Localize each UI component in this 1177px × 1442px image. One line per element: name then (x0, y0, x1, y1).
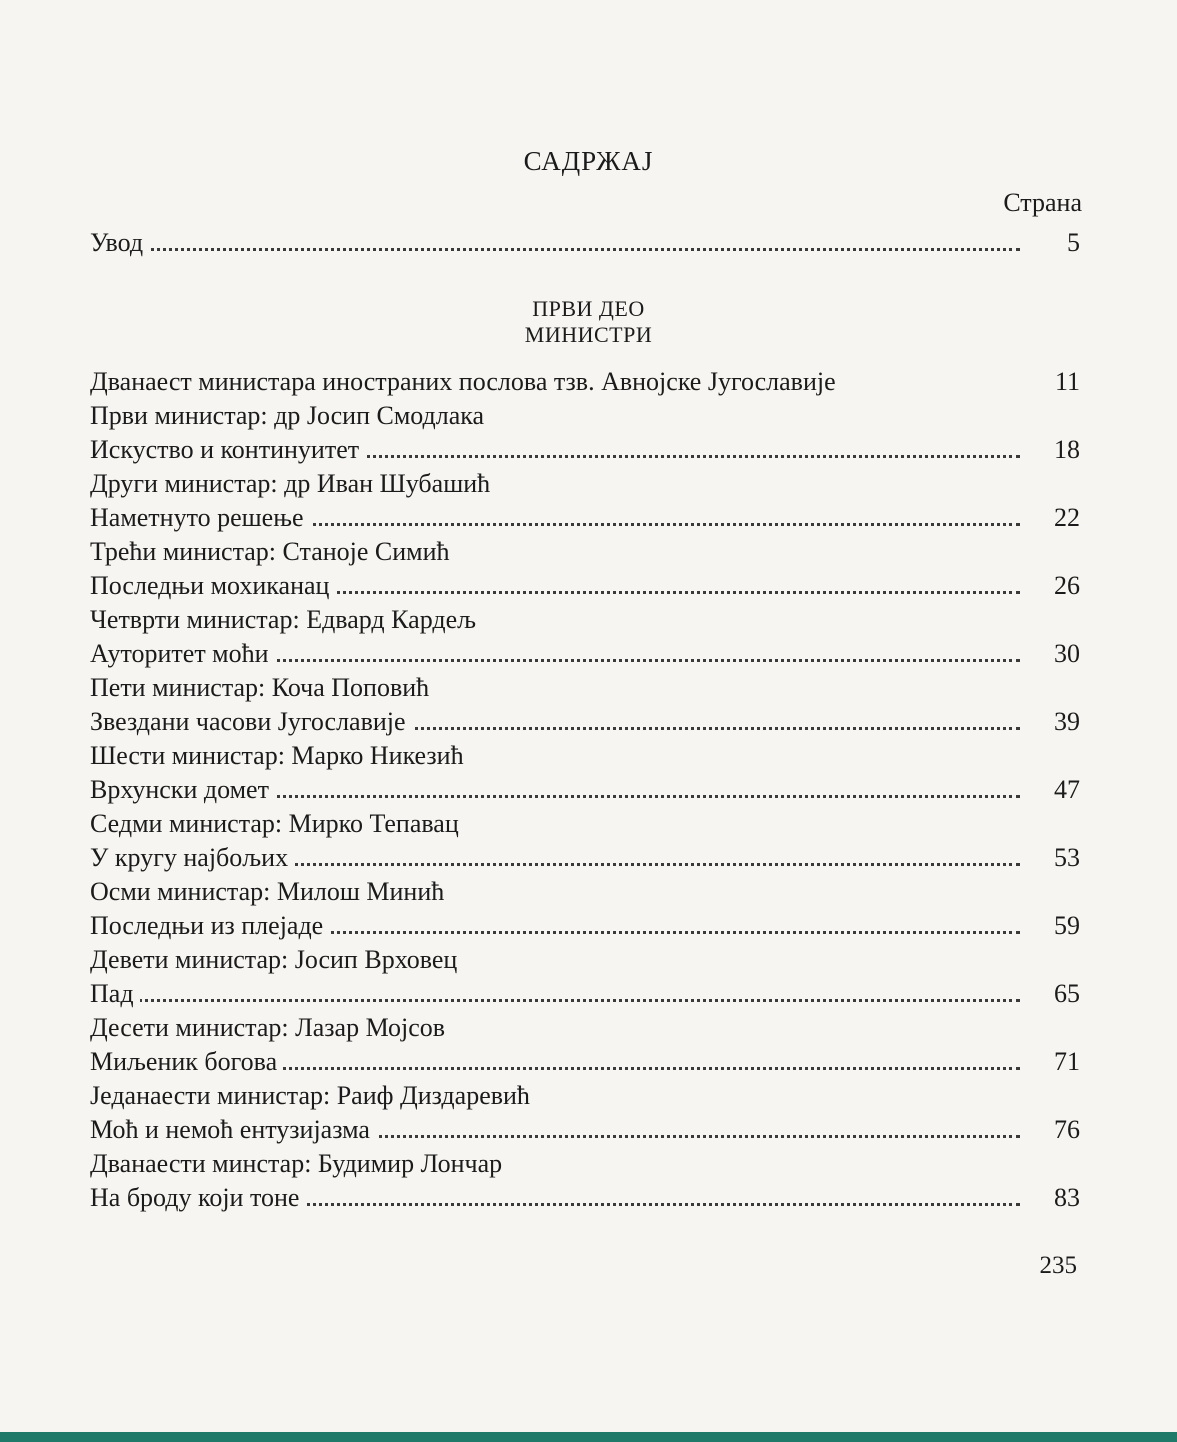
toc-entry-page: 22 (1054, 503, 1080, 532)
toc-entry-text: Једанаести министар: Раиф Диздаревић (90, 1079, 536, 1113)
toc-entry-text: Четврти министар: Едвард Кардељ (90, 603, 482, 637)
toc-entry (90, 501, 1080, 535)
toc-entry (90, 1113, 1080, 1147)
toc-entry-text: Трећи министар: Станоје Симић (90, 535, 456, 569)
toc-entry-text: Моћ и немоћ ентузијазма (90, 1113, 376, 1147)
toc-entry-page: 65 (1054, 979, 1080, 1008)
toc-entry (90, 365, 1080, 399)
toc-entry-page: 53 (1054, 843, 1080, 872)
toc-entry-text: Звездани часови Југославије (90, 705, 412, 739)
toc-entry-page: 26 (1054, 571, 1080, 600)
toc-entry (90, 841, 1080, 875)
toc-entry-page: 30 (1054, 639, 1080, 668)
toc-entry-text: Дванаест министара иностраних послова тзв. Авнојске Југославије (90, 365, 842, 399)
toc-entry (90, 807, 1080, 841)
toc-entry-text: Последњи мохиканац (90, 569, 335, 603)
toc-entry (90, 637, 1080, 671)
toc-entry-text: Миљеник богова (90, 1045, 283, 1079)
toc-entry (90, 705, 1080, 739)
toc-entry (90, 1181, 1080, 1215)
toc-entry-text: Увод (90, 226, 149, 260)
toc-entry-text: На броду који тоне (90, 1181, 305, 1215)
toc-entry (90, 943, 1080, 977)
toc-entry (90, 1079, 1080, 1113)
part-subtitle: МИНИСТРИ (524, 322, 653, 347)
part-label: ПРВИ ДЕО (532, 296, 645, 321)
toc-entry-text: Седми министар: Мирко Тепавац (90, 807, 465, 841)
toc-entry (90, 603, 1080, 637)
dot-leader (90, 999, 1020, 1002)
toc-entry-page: 83 (1054, 1183, 1080, 1212)
toc-entry-text: Пети министар: Коча Поповић (90, 671, 435, 705)
toc-entry-page: 11 (1054, 367, 1080, 396)
dot-leader (90, 248, 1020, 251)
toc-entry-text: Врхунски домет (90, 773, 275, 807)
toc-entry (90, 875, 1080, 909)
toc-entry-intro (90, 226, 1080, 260)
page-column-header: Страна (1003, 188, 1082, 217)
toc-entry-page: 47 (1054, 775, 1080, 804)
toc-entry-text: У кругу најбољих (90, 841, 294, 875)
toc-entry-text: Први министар: др Јосип Смодлака (90, 399, 490, 433)
toc-entry (90, 739, 1080, 773)
toc-entry-page: 39 (1054, 707, 1080, 736)
toc-entry-page: 71 (1054, 1047, 1080, 1076)
toc-entry (90, 433, 1080, 467)
toc-entry (90, 773, 1080, 807)
toc-entry (90, 569, 1080, 603)
toc-entry (90, 671, 1080, 705)
toc-entry-text: Девети министар: Јосип Врховец (90, 943, 463, 977)
toc-entry-text: Наметнуто решење (90, 501, 310, 535)
toc-entry (90, 909, 1080, 943)
toc-entry-text: Десети министар: Лазар Мојсов (90, 1011, 451, 1045)
toc-entry-page: 5 (1067, 228, 1080, 257)
toc-entry-page: 59 (1054, 911, 1080, 940)
toc-entry (90, 1011, 1080, 1045)
toc-entry-text: Осми министар: Милош Минић (90, 875, 450, 909)
toc-title: САДРЖАЈ (523, 146, 654, 176)
toc-entry-text: Искуство и континуитет (90, 433, 365, 467)
toc-entry (90, 1045, 1080, 1079)
toc-entry-text: Други министар: др Иван Шубашић (90, 467, 496, 501)
toc-entry-text: Шести министар: Марко Никезић (90, 739, 470, 773)
toc-entry (90, 1147, 1080, 1181)
toc-entry (90, 467, 1080, 501)
toc-entry (90, 535, 1080, 569)
toc-entry-text: Последњи из плејаде (90, 909, 329, 943)
toc-entry-text: Дванаести минстар: Будимир Лончар (90, 1147, 508, 1181)
bottom-color-band (0, 1432, 1177, 1442)
toc-entry-text: Пад (90, 977, 140, 1011)
toc-entry-page: 18 (1054, 435, 1080, 464)
toc-entry-text: Ауторитет моћи (90, 637, 275, 671)
page-number: 235 (1039, 1252, 1077, 1279)
toc-entry-page: 76 (1054, 1115, 1080, 1144)
toc-entry (90, 977, 1080, 1011)
toc-entry (90, 399, 1080, 433)
